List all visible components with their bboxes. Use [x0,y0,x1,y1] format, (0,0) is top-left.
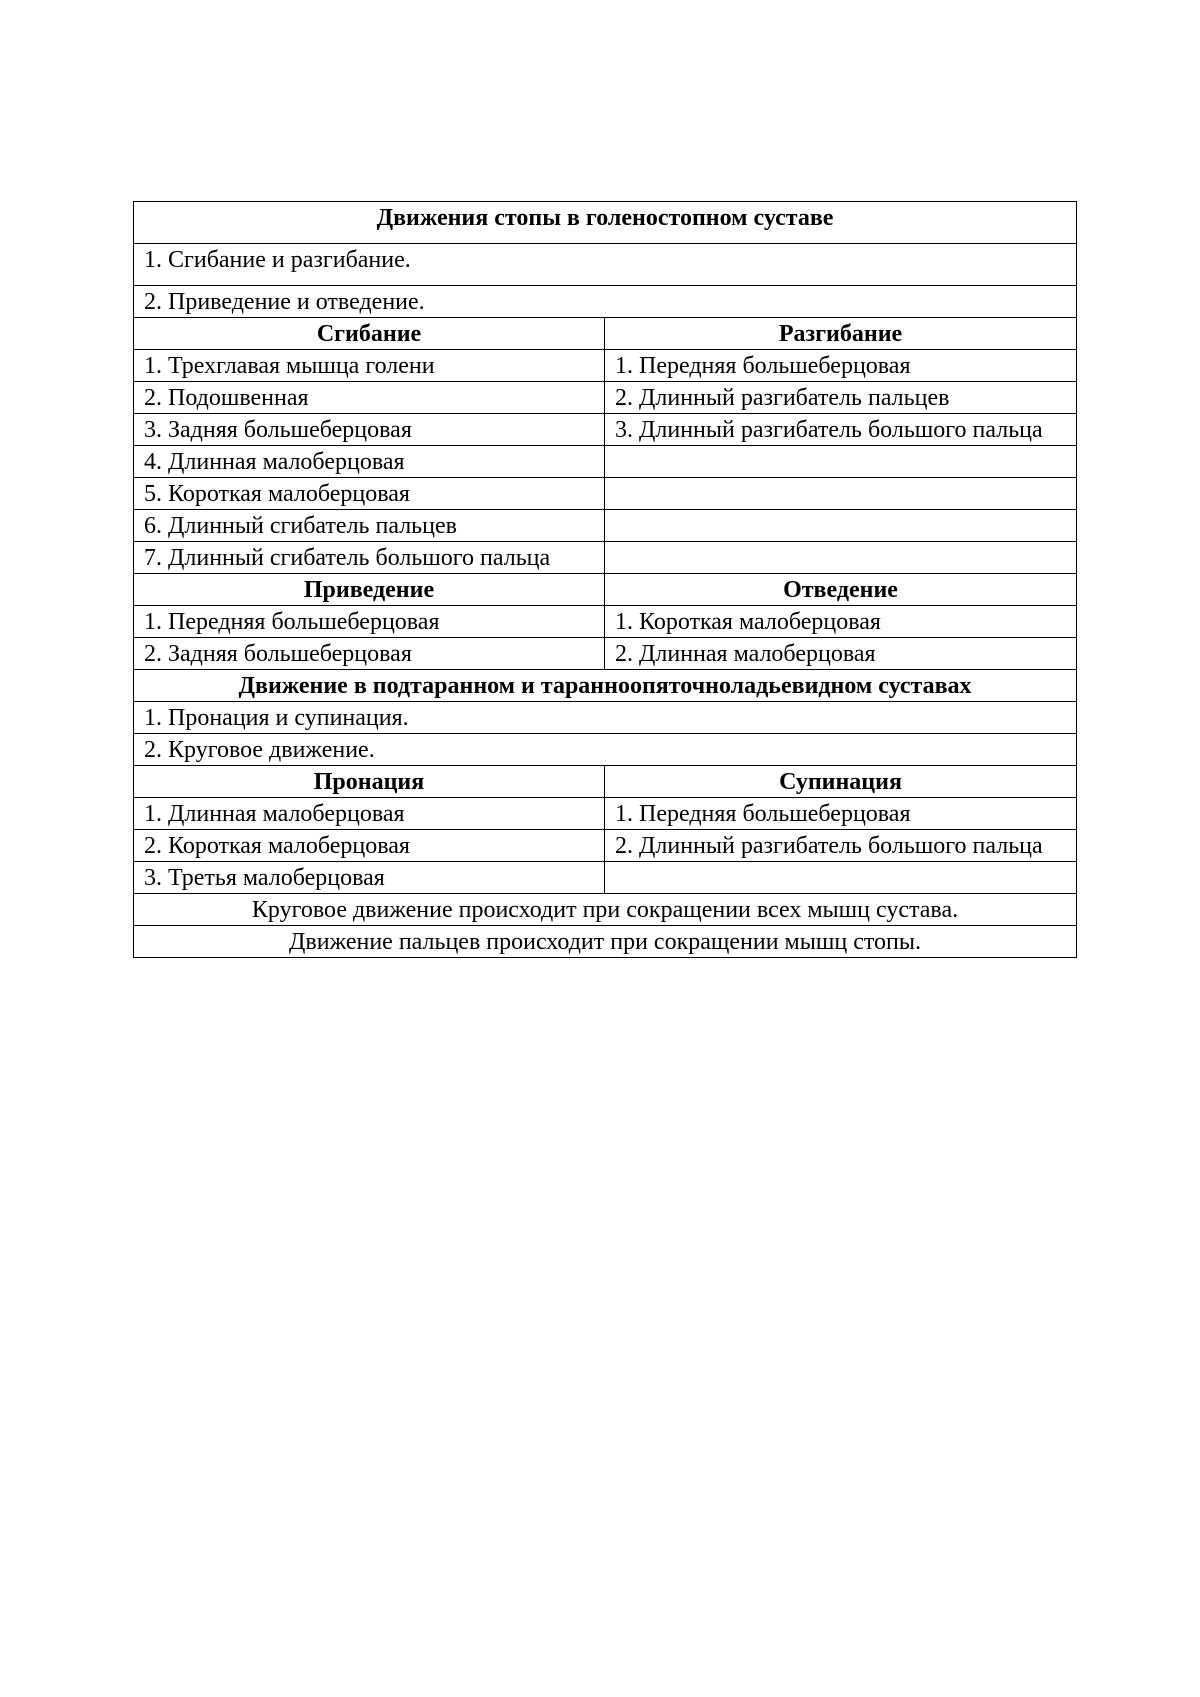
pronation-header: Пронация [134,766,605,798]
pronation-item: 3. Третья малоберцовая [144,865,385,891]
flexion-item: 7. Длинный сгибатель большого пальца [144,545,551,571]
abduction-cell [605,606,1077,638]
extension-cell [605,382,1077,414]
pronation-item: 1. Длинная малоберцовая [144,801,405,827]
adduction-item: 1. Передняя большеберцовая [144,609,440,635]
flexion-cell [134,478,605,510]
flexion-cell [134,350,605,382]
extension-cell [605,414,1077,446]
flexion-item: 4. Длинная малоберцовая [144,449,405,475]
extension-item: 1. Передняя большеберцовая [615,353,911,379]
extension-cell [605,446,1077,478]
flexion-cell [134,510,605,542]
extension-header: Разгибание [605,318,1077,350]
flexion-cell [134,414,605,446]
footer-note-circular: Круговое движение происходит при сокращении всех мышц сустава. [134,894,1077,926]
flexion-item: 1. Трехглавая мышца голени [144,353,435,379]
flexion-cell [134,446,605,478]
adduction-cell [134,606,605,638]
abduction-item: 1. Короткая малоберцовая [615,609,881,635]
extension-cell [605,510,1077,542]
adduction-item: 2. Задняя большеберцовая [144,641,412,667]
extension-cell [605,478,1077,510]
flexion-item: 3. Задняя большеберцовая [144,417,412,443]
pronation-cell [134,862,605,894]
flexion-header: Сгибание [134,318,605,350]
muscle-movement-table [133,201,1077,958]
adduction-header: Приведение [134,574,605,606]
extension-cell [605,350,1077,382]
adduction-cell [134,638,605,670]
extension-item: 2. Длинный разгибатель пальцев [615,385,950,411]
supination-header: Супинация [605,766,1077,798]
section2-item-2: 2. Круговое движение. [134,734,1077,766]
abduction-item: 2. Длинная малоберцовая [615,641,876,667]
section1-title: Движения стопы в голеностопном суставе [134,202,1077,244]
section2-item-1: 1. Пронация и супинация. [134,702,1077,734]
pronation-cell [134,830,605,862]
pronation-item: 2. Короткая малоберцовая [144,833,410,859]
section1-item-2: 2. Приведение и отведение. [134,286,1077,318]
section1-item-1: 1. Сгибание и разгибание. [134,244,1077,286]
flexion-cell [134,542,605,574]
supination-cell [605,798,1077,830]
abduction-header: Отведение [605,574,1077,606]
supination-cell [605,830,1077,862]
extension-cell [605,542,1077,574]
supination-item: 2. Длинный разгибатель большого пальца [615,833,1043,859]
supination-cell [605,862,1077,894]
flexion-item: 2. Подошвенная [144,385,309,411]
pronation-cell [134,798,605,830]
supination-item: 1. Передняя большеберцовая [615,801,911,827]
section2-title: Движение в подтаранном и таранноопяточноладьевидном суставах [134,670,1077,702]
flexion-item: 5. Короткая малоберцовая [144,481,410,507]
flexion-cell [134,382,605,414]
abduction-cell [605,638,1077,670]
flexion-item: 6. Длинный сгибатель пальцев [144,513,457,539]
footer-note-toes: Движение пальцев происходит при сокращении мышц стопы. [134,926,1077,958]
extension-item: 3. Длинный разгибатель большого пальца [615,417,1043,443]
